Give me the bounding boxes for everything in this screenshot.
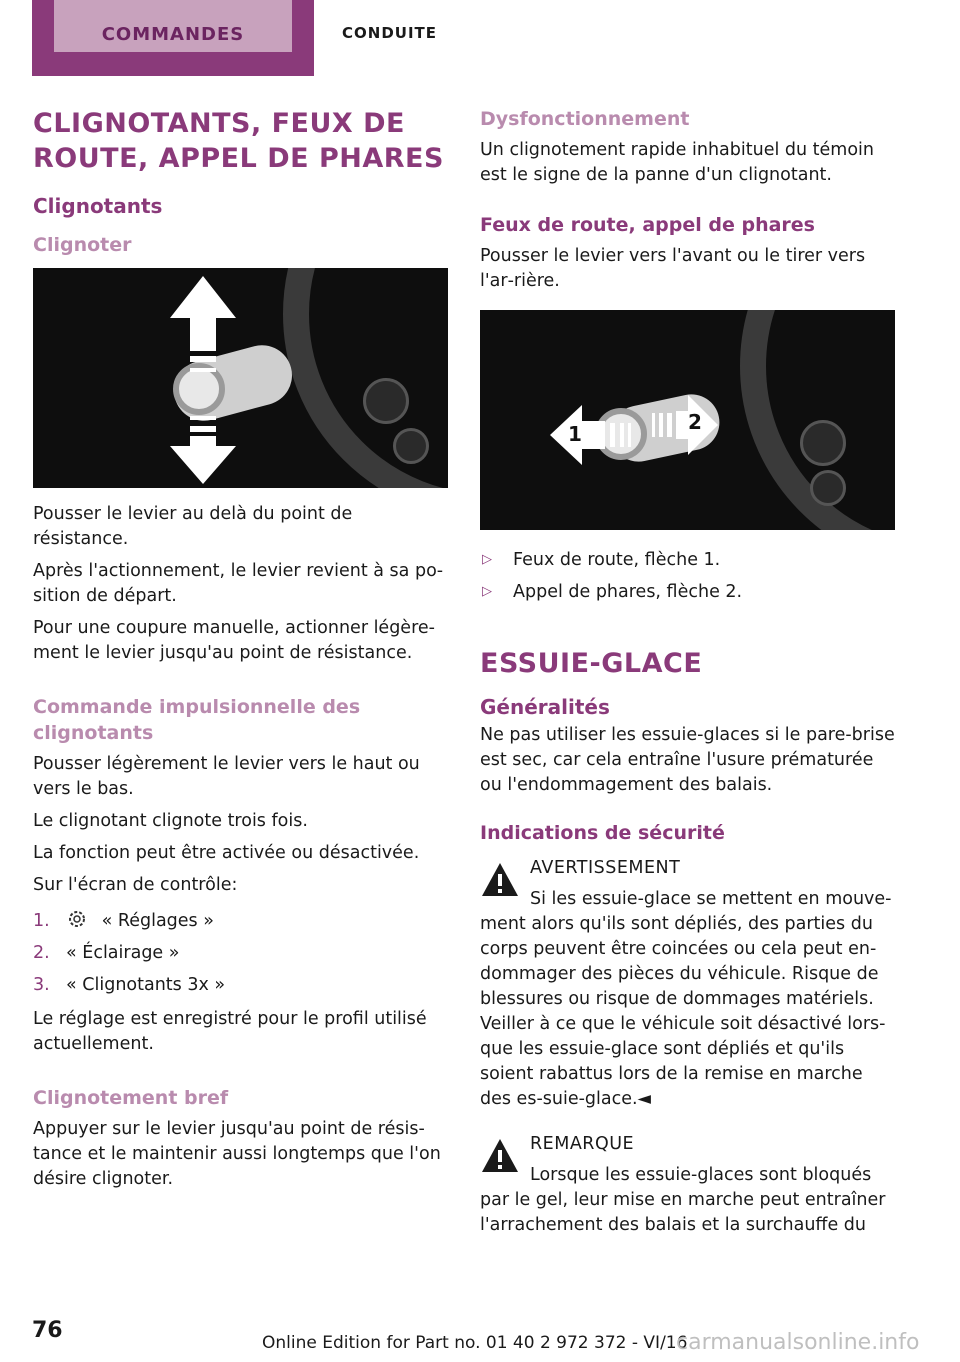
section-title-essuie-glace: ESSUIE-GLACE (480, 648, 703, 679)
warning-triangle-icon (480, 860, 520, 900)
note-first-line: Lorsque les essuie-glaces sont bloqués (530, 1165, 872, 1185)
list-item: ▷ Feux de route, flèche 1. (480, 544, 895, 576)
para-blinks-three: Le clignotant clignote trois fois. (33, 811, 308, 831)
heading-clignoter: Clignoter (33, 234, 132, 256)
heading-securite: Indications de sécurité (480, 822, 725, 844)
note-text: par le gel, leur mise en marche peut entraîner l'arrachement des balais et la surchauffe du (480, 1190, 886, 1235)
list-item: 3. « Clignotants 3x » (33, 975, 226, 995)
para-profile-saved: Le réglage est enregistré pour le profil utilisé actuellement. (33, 1009, 427, 1054)
para-control-screen: Sur l'écran de contrôle: (33, 875, 238, 895)
watermark: carmanualsonline.info (676, 1330, 920, 1355)
para-fast-blink: Un clignotement rapide inhabituel du témoin est le signe de la panne d'un clignotant. (480, 140, 874, 185)
para-dry-windshield: Ne pas utiliser les essuie-glaces si le pare-brise est sec, car cela entraîne l'usure prématurée ou l'endommagement des balais. (480, 725, 895, 795)
warning-block (480, 856, 895, 1112)
para-push-lever: Pousser le levier au delà du point de résistance. (33, 504, 353, 549)
photo-turn-signal-lever (33, 268, 448, 488)
tab-conduite[interactable]: CONDUITE (342, 24, 438, 42)
list-item: ▷ Appel de phares, flèche 2. (480, 576, 895, 608)
note-block (480, 1132, 895, 1238)
warning-triangle-icon (480, 1136, 520, 1176)
page-number: 76 (32, 1318, 63, 1343)
para-lever-returns: Après l'actionnement, le levier revient à sa po‐sition de départ. (33, 561, 444, 606)
list-item: 1. « Réglages » (33, 905, 448, 937)
left-column (33, 106, 448, 1199)
tab-commandes-label: COMMANDES (54, 0, 292, 52)
arrow-label-2: 2 (688, 410, 702, 434)
para-push-lightly: Pousser légèrement le levier vers le haut ou vers le bas. (33, 754, 420, 799)
settings-steps (33, 905, 448, 1001)
heading-clignotement-bref: Clignotement bref (33, 1087, 229, 1109)
para-manual-off: Pour une coupure manuelle, actionner légère‐ment le levier jusqu'au point de résistance. (33, 618, 435, 663)
chapter-tabs (0, 0, 960, 76)
para-brief-blink: Appuyer sur le levier jusqu'au point de résis‐tance et le maintenir aussi longtemps que l'on désire clignoter. (33, 1119, 441, 1189)
photo-high-beam-lever (480, 310, 895, 530)
section-title-clignotants: CLIGNOTANTS, FEUX DE ROUTE, APPEL DE PHARES (33, 108, 444, 174)
heading-impulsion: Commande impulsionnelle des clignotants (33, 696, 361, 744)
warning-title: AVERTISSEMENT (530, 858, 681, 878)
heading-feux-route: Feux de route, appel de phares (480, 214, 815, 236)
bullet-triangle-icon: ▷ (482, 552, 492, 567)
warning-first-line: Si les essuie-glace se mettent en mouve‐ (530, 889, 892, 909)
settings-gear-icon (66, 908, 88, 930)
tab-commandes[interactable] (32, 0, 314, 76)
para-activate: La fonction peut être activée ou désactivée. (33, 843, 420, 863)
list-item: 2. « Éclairage » (33, 943, 180, 963)
bullet-triangle-icon: ▷ (482, 584, 492, 599)
up-down-arrow-icon (168, 276, 238, 486)
edition-info: Online Edition for Part no. 01 40 2 972 372 - VI/16 (262, 1333, 688, 1353)
right-column (480, 106, 895, 1238)
heading-clignotants: Clignotants (33, 194, 163, 218)
note-title: REMARQUE (530, 1134, 635, 1154)
heading-dysfonctionnement: Dysfonctionnement (480, 108, 690, 130)
para-push-pull: Pousser le levier vers l'avant ou le tirer vers l'ar‐rière. (480, 246, 866, 291)
warning-text: ment alors qu'ils sont dépliés, des parties du corps peuvent être coincées ou cela peut en‐dommager des pièces du véhicule. Risque de blessures ou risque de dommages matériels. Veiller à ce que le véhicule soit désactivé lors‐que les essuie-glace sont dépliés et qu'ils soient rabattus lors de la remise en marche des es‐suie-glace.◄ (480, 914, 886, 1109)
heading-generalites: Généralités (480, 695, 610, 719)
high-beam-list (480, 544, 895, 608)
arrow-label-1: 1 (568, 422, 582, 446)
